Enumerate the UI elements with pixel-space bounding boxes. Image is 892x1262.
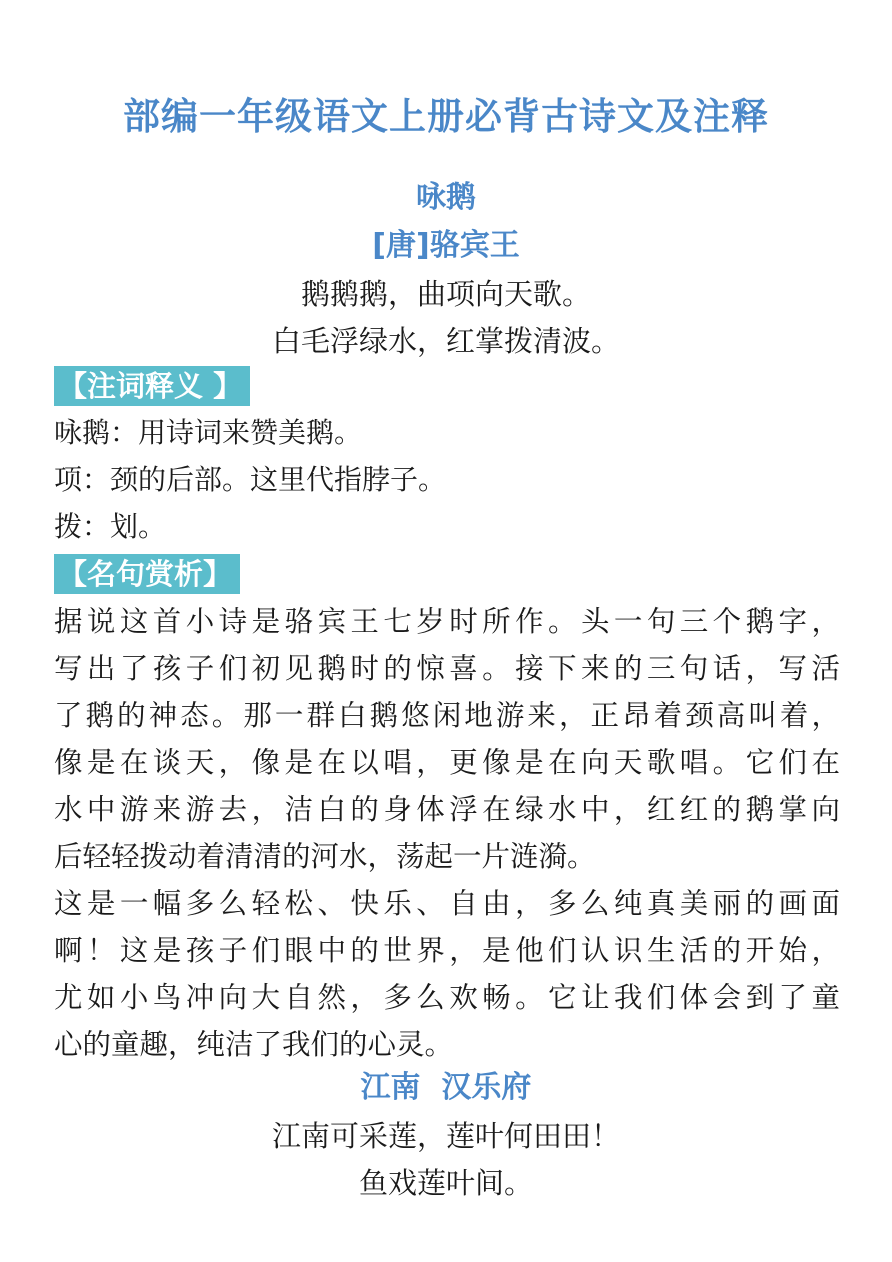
poem1-author: [唐]骆宾王: [372, 228, 520, 263]
poem2-line-1: 江南可采莲，莲叶何田田！: [271, 1119, 620, 1153]
analysis-heading: 【名句赏析】: [54, 554, 240, 594]
analysis-p1-line: 后轻轻拨动着清清的河水，荡起一片涟漪。: [54, 840, 596, 873]
note-item-3: 拨：划。: [54, 510, 167, 543]
poem2-title: 江南 汉乐府: [360, 1070, 532, 1105]
analysis-p1-line: 水中游来游去，洁白的身体浮在绿水中，红红的鹅掌向: [54, 793, 840, 826]
analysis-paragraph-2: [54, 880, 840, 1068]
note-item-2: 项：颈的后部。这里代指脖子。: [54, 463, 447, 496]
analysis-p2-line: 这是一幅多么轻松、快乐、自由，多么纯真美丽的画面: [54, 887, 840, 920]
analysis-p2-line: 啊！这是孩子们眼中的世界，是他们认识生活的开始，: [54, 934, 840, 967]
analysis-p2-line: 心的童趣，纯洁了我们的心灵。: [54, 1028, 454, 1061]
poem1-title: 咏鹅: [416, 180, 476, 215]
document-title: 部编一年级语文上册必背古诗文及注释: [123, 95, 769, 138]
analysis-p1-line: 写出了孩子们初见鹅时的惊喜。接下来的三句话，写活: [54, 652, 840, 685]
poem2-line-2: 鱼戏莲叶间。: [358, 1166, 533, 1200]
analysis-p2-line: 尤如小鸟冲向大自然，多么欢畅。它让我们体会到了童: [54, 981, 840, 1014]
notes-heading: 【注词释义 】: [54, 366, 250, 406]
analysis-p1-line: 像是在谈天，像是在以唱，更像是在向天歌唱。它们在: [54, 746, 840, 779]
analysis-p1-line: 据说这首小诗是骆宾王七岁时所作。头一句三个鹅字，: [54, 605, 840, 638]
note-item-1: 咏鹅：用诗词来赞美鹅。: [54, 416, 363, 449]
analysis-p1-line: 了鹅的神态。那一群白鹅悠闲地游来，正昂着颈高叫着，: [54, 699, 840, 732]
poem1-line-2: 白毛浮绿水，红掌拨清波。: [271, 324, 620, 358]
analysis-paragraph-1: [54, 598, 840, 880]
poem1-line-1: 鹅鹅鹅，曲项向天歌。: [300, 277, 591, 311]
